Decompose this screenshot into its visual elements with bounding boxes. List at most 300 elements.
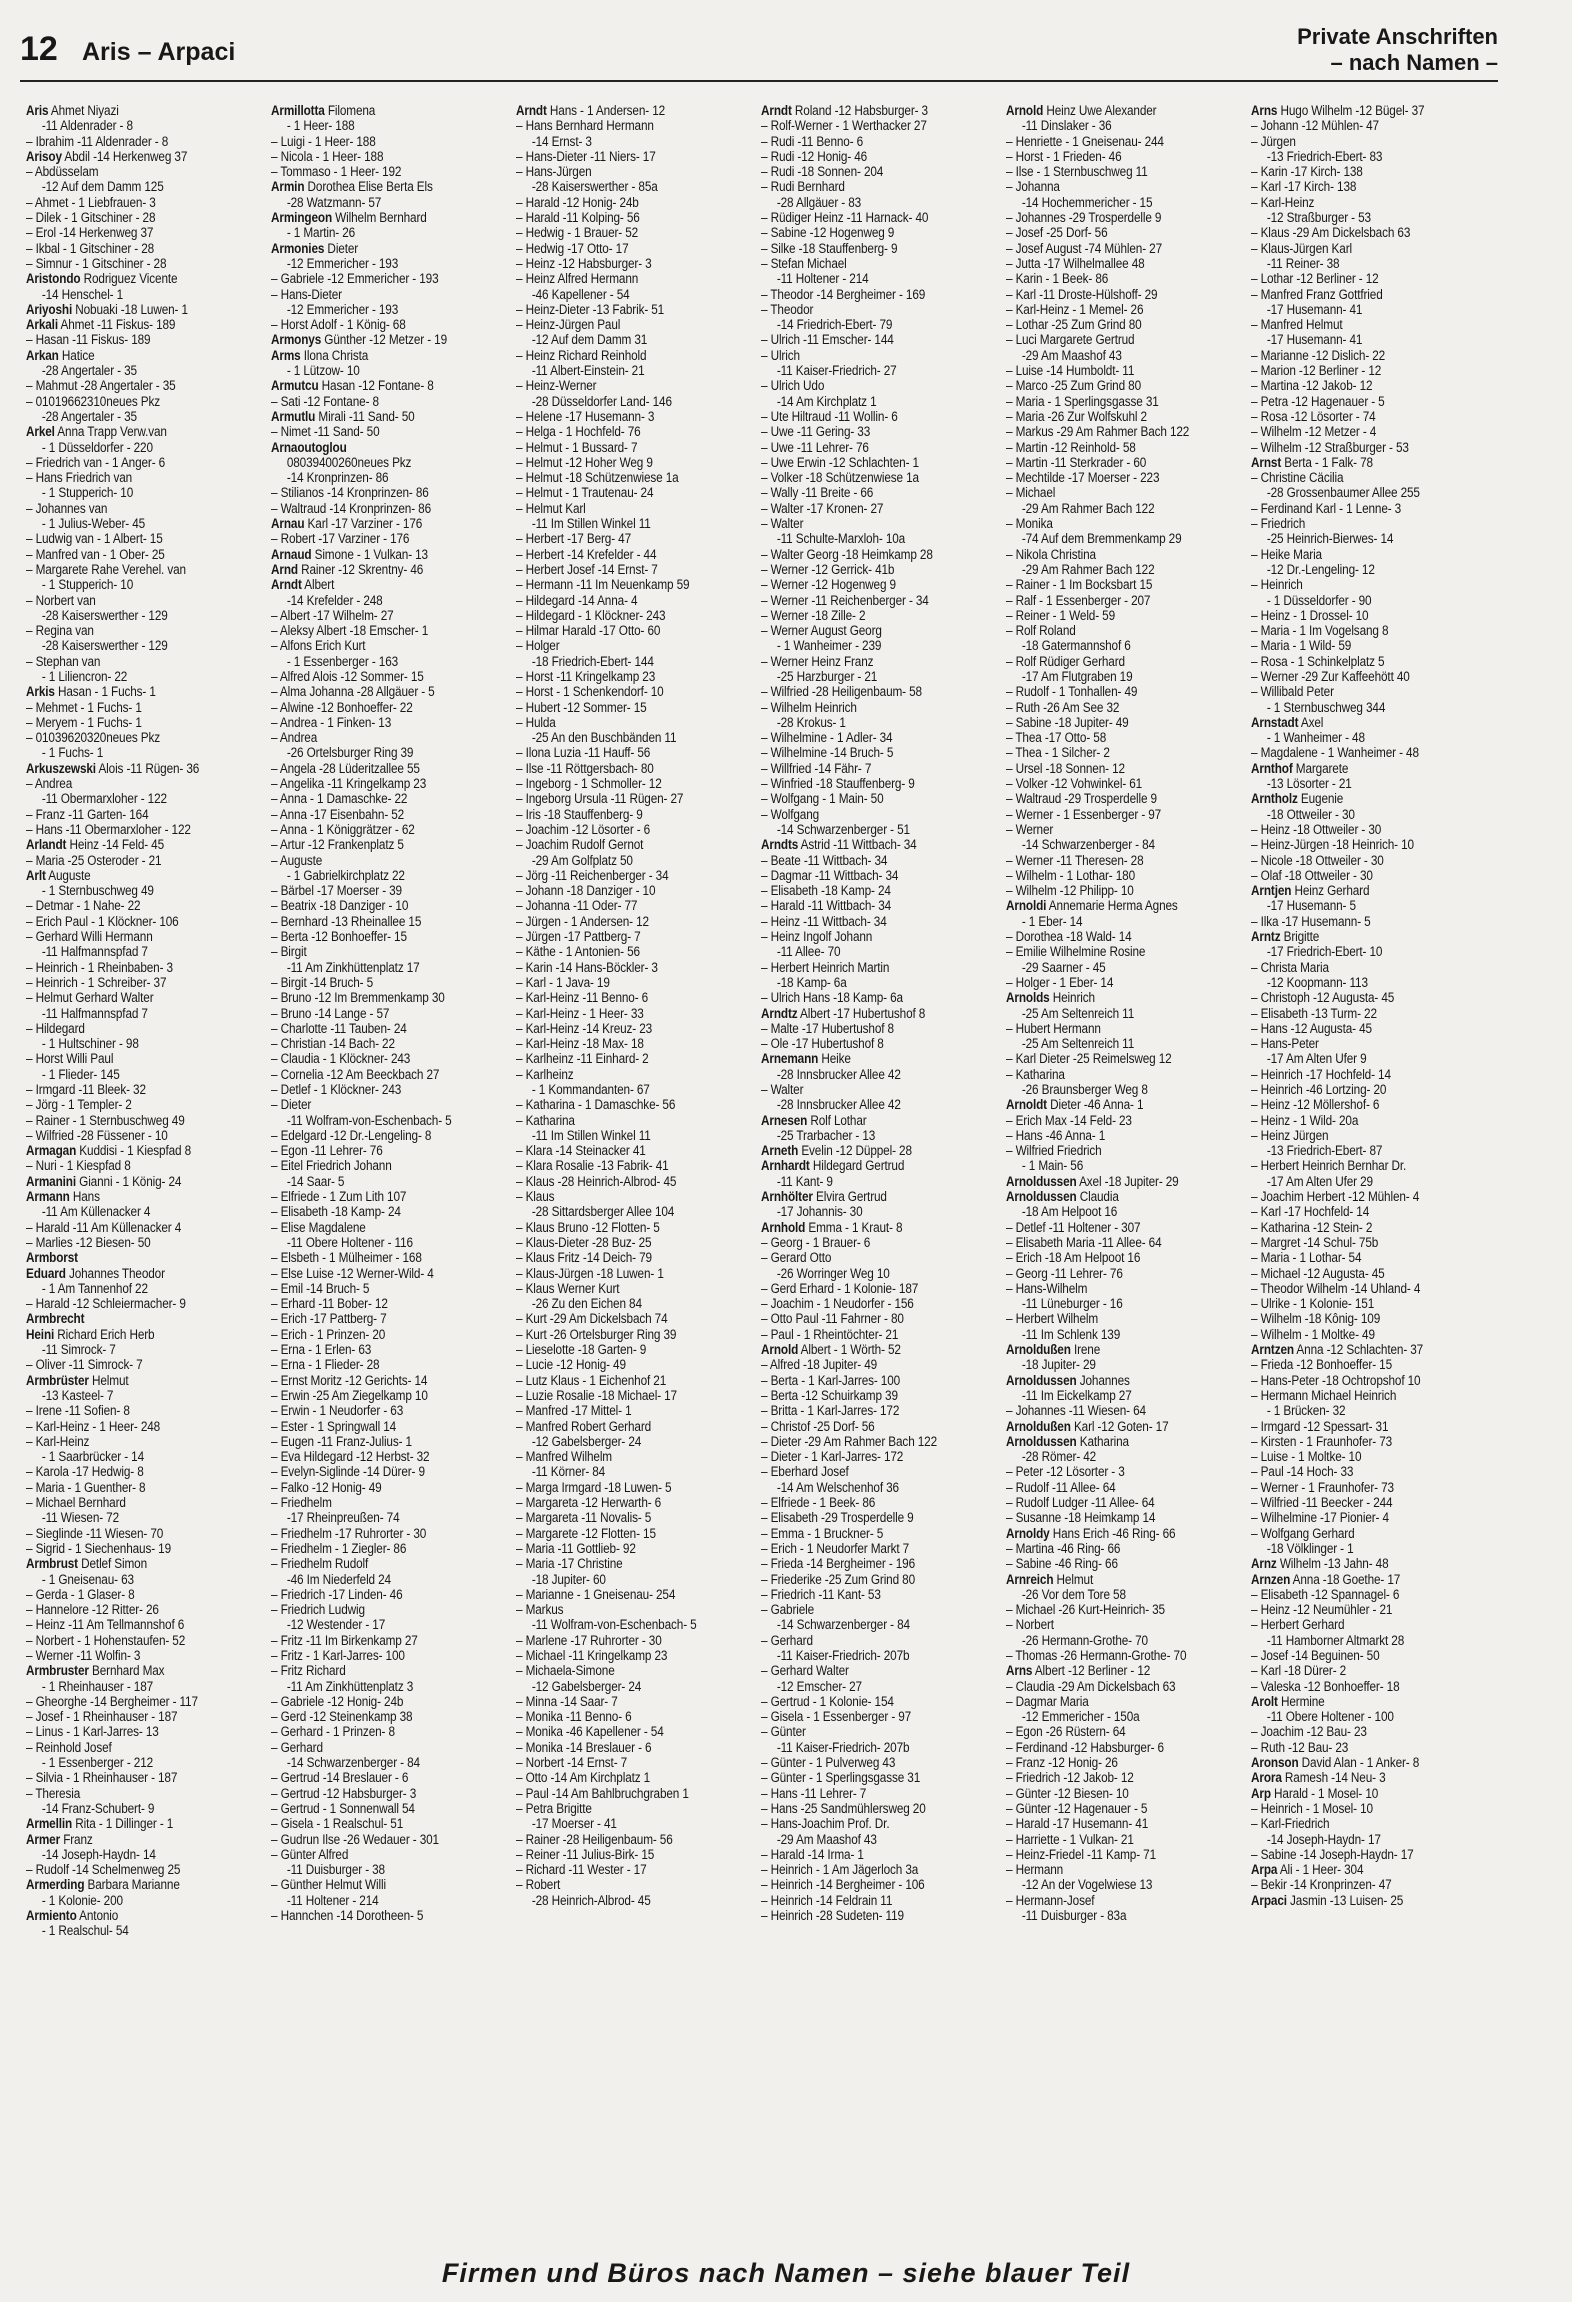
directory-entry: – Elfriede - 1 Beek- 86 — [761, 1495, 876, 1511]
directory-entry: -29 Am Rahmer Bach 122 — [1021, 561, 1155, 577]
directory-entry: – Jürgen -17 Pattberg- 7 — [516, 929, 641, 945]
directory-entry: -17 Am Alten Ufer 29 — [1266, 1173, 1373, 1189]
directory-entry: Arkali Ahmet -11 Fiskus- 189 — [26, 317, 176, 333]
directory-entry: -13 Friedrich-Ebert- 83 — [1266, 148, 1383, 164]
directory-entry: – Anna -17 Eisenbahn- 52 — [271, 806, 405, 822]
directory-entry: – Lutz Klaus - 1 Eichenhof 21 — [516, 1372, 667, 1388]
directory-entry: -25 Trarbacher - 13 — [776, 1127, 876, 1143]
directory-entry: – Karl - 1 Java- 19 — [516, 974, 610, 990]
directory-entry: Ariyoshi Nobuaki -18 Luwen- 1 — [26, 301, 188, 317]
directory-entry: – Herbert Heinrich Bernhar Dr. — [1251, 1158, 1407, 1174]
directory-entry: – Marco -25 Zum Grind 80 — [1006, 378, 1142, 394]
directory-entry: – Hubert -12 Sommer- 15 — [516, 699, 647, 715]
directory-entry: -29 Am Maashof 43 — [776, 1831, 877, 1847]
directory-entry: Arnoldt Dieter -46 Anna- 1 — [1006, 1097, 1144, 1113]
surname: Armonys — [271, 332, 322, 348]
directory-entry: -17 Husemann- 5 — [1266, 898, 1356, 914]
directory-entry: -12 Dr.-Lengeling- 12 — [1266, 561, 1375, 577]
directory-entry: – Thomas -26 Hermann-Grothe- 70 — [1006, 1647, 1187, 1663]
directory-entry: – Albert -17 Wilhelm- 27 — [271, 607, 394, 623]
directory-entry: -18 Ottweiler - 30 — [1266, 806, 1355, 822]
directory-entry: -18 Am Helpoot 16 — [1021, 1204, 1118, 1220]
directory-entry: - 1 Stupperich- 10 — [41, 485, 134, 501]
directory-entry: Armbrüster Helmut — [26, 1372, 129, 1388]
directory-entry: – Gerhard - 1 Prinzen- 8 — [271, 1724, 395, 1740]
directory-entry: -18 Kamp- 6a — [776, 974, 847, 990]
directory-entry: – Jutta -17 Wilhelmallee 48 — [1006, 255, 1145, 271]
directory-entry: Arnoldußen Irene — [1006, 1342, 1101, 1358]
directory-entry: Armer Franz — [26, 1831, 93, 1847]
directory-entry: – Klaus Werner Kurt — [516, 1280, 620, 1296]
directory-entry: – Detlef - 1 Klöckner- 243 — [271, 1082, 402, 1097]
directory-entry: – Petra -12 Hagenauer - 5 — [1251, 393, 1385, 409]
directory-entry: – Ole -17 Hubertushof 8 — [761, 1036, 884, 1052]
directory-entry: – Heinz Alfred Hermann — [516, 271, 639, 287]
directory-entry: – Angelika -11 Kringelkamp 23 — [271, 776, 427, 792]
directory-entry: Arnoldussen Johannes — [1006, 1372, 1130, 1388]
directory-entry: -14 Saar- 5 — [286, 1173, 345, 1189]
directory-entry: – Berta -12 Schuirkamp 39 — [761, 1387, 898, 1403]
directory-entry: -25 An den Buschbänden 11 — [531, 730, 677, 746]
directory-entry: – Hans -11 Lehrer- 7 — [761, 1785, 867, 1801]
directory-entry: – Erna - 1 Flieder- 28 — [271, 1357, 380, 1373]
directory-entry: – Wilhelmine -14 Bruch- 5 — [761, 745, 894, 761]
directory-entry: – Wilfried -11 Beecker - 244 — [1251, 1495, 1393, 1511]
directory-entry: – Joachim Rudolf Gernot — [516, 837, 644, 853]
directory-entry: - 1 Am Tannenhof 22 — [41, 1280, 148, 1296]
directory-entry: – Marianne -12 Dislich- 22 — [1251, 347, 1386, 363]
directory-entry: Armutlu Mirali -11 Sand- 50 — [271, 408, 415, 424]
directory-column — [761, 103, 1006, 2203]
directory-entry: – Jörg - 1 Templer- 2 — [26, 1097, 132, 1113]
directory-entry: Armillotta Filomena — [271, 103, 376, 118]
surname: Armbruster — [26, 1663, 89, 1679]
directory-entry: – Rainer - 1 Sternbuschweg 49 — [26, 1112, 185, 1128]
directory-entry: – Martina -46 Ring- 66 — [1006, 1540, 1121, 1556]
directory-entry: -11 Im Stillen Winkel 11 — [531, 1127, 651, 1143]
directory-entry: – Markus — [516, 1602, 564, 1618]
directory-entry: – Uwe -11 Gering- 33 — [761, 424, 871, 440]
directory-entry: – Johannes -11 Wiesen- 64 — [1006, 1403, 1146, 1419]
directory-entry: -26 Vor dem Tore 58 — [1021, 1586, 1126, 1602]
directory-entry: – Bärbel -17 Moerser - 39 — [271, 883, 402, 899]
directory-entry: – Karola -17 Hedwig- 8 — [26, 1464, 144, 1480]
directory-entry: Arnzen Anna -18 Goethe- 17 — [1251, 1571, 1401, 1587]
directory-entry: – Hans-Peter — [1251, 1036, 1319, 1052]
directory-entry: Armin Dorothea Elise Berta Els — [271, 179, 433, 195]
directory-entry: – Luise - 1 Moltke- 10 — [1251, 1449, 1362, 1465]
directory-entry: – Uwe -11 Lehrer- 76 — [761, 439, 869, 455]
directory-entry: – Werner -12 Gerrick- 41b — [761, 561, 895, 577]
directory-entry: -28 Angertaler - 35 — [41, 363, 137, 379]
directory-entry: – Waltraud -29 Trosperdelle 9 — [1006, 791, 1157, 807]
directory-entry: -11 Kaiser-Friedrich- 207b — [776, 1739, 910, 1755]
directory-column — [1251, 103, 1496, 2203]
directory-entry: – Hildegard — [26, 1020, 85, 1036]
directory-entry: – Walter — [761, 516, 804, 532]
surname: Arnaoutoglou — [271, 439, 347, 455]
directory-entry: – Helene -17 Husemann- 3 — [516, 408, 655, 424]
directory-entry: -14 Henschel- 1 — [41, 286, 124, 302]
directory-entry: – Wilhelm - 1 Moltke- 49 — [1251, 1326, 1375, 1342]
directory-entry: -17 Husemann- 41 — [1266, 301, 1363, 317]
directory-columns — [26, 103, 1498, 2203]
directory-entry — [26, 1250, 269, 1265]
surname: Arkuszewski — [26, 760, 96, 776]
directory-entry: Arlt Auguste — [26, 867, 91, 883]
directory-entry: – Heinrich - 1 Am Jägerloch 3a — [761, 1862, 919, 1878]
directory-entry: – Gerd Erhard - 1 Kolonie- 187 — [761, 1280, 919, 1296]
directory-entry: – Johannes -29 Trosperdelle 9 — [1006, 210, 1162, 226]
directory-entry: – Irene -11 Sofien- 8 — [26, 1403, 130, 1419]
directory-entry: – Andrea — [26, 776, 73, 792]
directory-entry: – Joachim Herbert -12 Mühlen- 4 — [1251, 1189, 1420, 1205]
directory-entry: – Eugen -11 Franz-Julius- 1 — [271, 1433, 412, 1449]
directory-entry: – Luise -14 Humboldt- 11 — [1006, 363, 1135, 379]
directory-entry: Arnoldußen Karl -12 Goten- 17 — [1006, 1418, 1169, 1434]
directory-entry: – Sabine -12 Hogenweg 9 — [761, 225, 895, 241]
directory-entry: - 1 Essenberger - 212 — [41, 1755, 154, 1771]
surname: Arndt — [761, 103, 792, 118]
directory-entry: – Dilek - 1 Gitschiner - 28 — [26, 210, 156, 226]
directory-entry: – Elisabeth -29 Trosperdelle 9 — [761, 1510, 914, 1526]
directory-entry: – Charlotte -11 Tauben- 24 — [271, 1020, 407, 1036]
directory-entry: -46 Kapellener - 54 — [531, 286, 630, 302]
directory-entry: – Katharina -12 Stein- 2 — [1251, 1219, 1373, 1235]
directory-entry: – Wilhelm -12 Philipp- 10 — [1006, 883, 1134, 899]
directory-entry: – Dagmar Maria — [1006, 1693, 1089, 1709]
directory-entry: -18 Jupiter- 60 — [531, 1571, 606, 1587]
directory-entry: – Falko -12 Honig- 49 — [271, 1479, 382, 1495]
directory-entry: – Harald -12 Honig- 24b — [516, 194, 639, 210]
directory-entry: – Rainer - 1 Im Bocksbart 15 — [1006, 577, 1153, 593]
directory-entry: – Martin -12 Reinhold- 58 — [1006, 439, 1136, 455]
directory-entry: – Joachim - 1 Neudorfer - 156 — [761, 1296, 914, 1312]
surname: Ariyoshi — [26, 301, 73, 317]
directory-entry: – Jürgen - 1 Andersen- 12 — [516, 913, 649, 929]
directory-entry: – Karl -11 Droste-Hülshoff- 29 — [1006, 286, 1158, 302]
directory-entry: – Wolfgang — [761, 806, 820, 822]
directory-entry: – Margareta -12 Herwarth- 6 — [516, 1495, 662, 1511]
directory-entry: -11 Schulte-Marxloh- 10a — [776, 531, 906, 547]
directory-entry: -28 Grossenbaumer Allee 255 — [1266, 485, 1420, 501]
directory-entry: -11 Am Zinkhüttenplatz 17 — [286, 959, 420, 975]
surname: Armer — [26, 1831, 61, 1847]
directory-entry: – Hedwig -17 Otto- 17 — [516, 240, 629, 256]
directory-entry: - 1 Essenberger - 163 — [286, 653, 399, 669]
directory-entry: – Fritz Richard — [271, 1663, 346, 1679]
directory-entry: – Frieda -14 Bergheimer - 196 — [761, 1556, 916, 1572]
directory-entry: – Herbert Gerhard — [1251, 1617, 1345, 1633]
surname: Arnoldussen — [1006, 1189, 1077, 1205]
directory-entry: – Waltraud -14 Kronprinzen- 86 — [271, 500, 432, 516]
directory-entry: – Werner Heinz Franz — [761, 653, 874, 669]
directory-entry: – Fritz - 1 Karl-Jarres- 100 — [271, 1647, 405, 1663]
directory-entry: – Detmar - 1 Nahe- 22 — [26, 898, 141, 914]
directory-entry: – Andrea - 1 Finken- 13 — [271, 714, 392, 730]
directory-entry: Armellin Rita - 1 Dillinger - 1 — [26, 1816, 174, 1832]
directory-entry: -26 Braunsberger Weg 8 — [1021, 1082, 1148, 1097]
directory-entry: – Ulrich -11 Emscher- 144 — [761, 332, 894, 348]
directory-entry: -28 Kaiserswerther - 129 — [41, 607, 168, 623]
directory-entry: – Wilhelm - 1 Lothar- 180 — [1006, 867, 1136, 883]
directory-entry: Arndt Hans - 1 Andersen- 12 — [516, 103, 666, 118]
directory-entry: – Rudolf -14 Schelmenweg 25 — [26, 1862, 181, 1878]
directory-entry: – Ulrich — [761, 347, 800, 363]
directory-entry: – Hans-Peter -18 Ochtropshof 10 — [1251, 1372, 1421, 1388]
directory-entry: – Karl-Heinz - 1 Heer- 33 — [516, 1005, 644, 1021]
surname: Eduard — [26, 1265, 66, 1281]
directory-entry: – Erich Paul - 1 Klöckner- 106 — [26, 913, 179, 929]
directory-entry: – Bruno -12 Im Bremmenkamp 30 — [271, 990, 445, 1006]
directory-entry: – Norbert -14 Ernst- 7 — [516, 1755, 628, 1771]
directory-entry: – Klaus -28 Heinrich-Albrod- 45 — [516, 1173, 677, 1189]
directory-entry: -12 Emmericher - 150a — [1021, 1709, 1140, 1725]
directory-entry: -14 Ernst- 3 — [531, 133, 592, 149]
directory-entry: -11 Hamborner Altmarkt 28 — [1266, 1632, 1405, 1648]
directory-entry: – Maria - 1 Guenther- 8 — [26, 1479, 146, 1495]
directory-column — [271, 103, 516, 2203]
directory-entry: – Friedhelm - 1 Ziegler- 86 — [271, 1540, 407, 1556]
directory-entry: -11 Halfmannspfad 7 — [41, 1005, 148, 1021]
directory-entry: – 01039620320neues Pkz — [26, 730, 161, 746]
directory-entry: – Gheorghe -14 Bergheimer - 117 — [26, 1693, 198, 1709]
directory-entry: – Werner -11 Wolfin- 3 — [26, 1647, 141, 1663]
surname: Armbrust — [26, 1556, 78, 1572]
directory-entry: – Ingeborg Ursula -11 Rügen- 27 — [516, 791, 684, 807]
directory-entry: – Christa Maria — [1251, 959, 1329, 975]
directory-entry: – Ilse -11 Röttgersbach- 80 — [516, 760, 654, 776]
directory-entry: -17 Husemann- 41 — [1266, 332, 1363, 348]
directory-entry: -28 Innsbrucker Allee 42 — [776, 1066, 901, 1082]
directory-entry: – Heinz Ingolf Johann — [761, 929, 873, 945]
directory-entry: – Manfred Wilhelm — [516, 1449, 612, 1465]
directory-entry: – Hans Friedrich van — [26, 470, 133, 486]
directory-entry: – Eitel Friedrich Johann — [271, 1158, 392, 1174]
surname: Arnaud — [271, 546, 312, 562]
directory-entry: – Erich -17 Pattberg- 7 — [271, 1311, 387, 1327]
directory-entry: -28 Kaiserswerther - 129 — [41, 638, 168, 654]
surname: Arnstadt — [1251, 714, 1299, 730]
directory-entry: – Maria - 1 Lothar- 54 — [1251, 1250, 1362, 1266]
directory-entry: – Werner — [1006, 821, 1054, 837]
directory-entry: -12 Emmericher - 193 — [286, 255, 399, 271]
directory-entry: Armonies Dieter — [271, 240, 359, 256]
directory-entry: Armingeon Wilhelm Bernhard — [271, 210, 427, 226]
surname: Arms — [271, 347, 301, 363]
directory-entry: – Heinz -12 Möllershof- 6 — [1251, 1097, 1380, 1113]
directory-entry: -28 Allgäuer - 83 — [776, 194, 862, 210]
directory-entry: – Ilka -17 Husemann- 5 — [1251, 913, 1371, 929]
directory-entry: – Claudia - 1 Klöckner- 243 — [271, 1051, 411, 1067]
directory-entry: - 1 Heer- 188 — [286, 118, 355, 134]
directory-entry: – Martin -11 Sterkrader - 60 — [1006, 454, 1147, 470]
directory-entry: -26 Ortelsburger Ring 39 — [286, 745, 414, 761]
directory-entry: – Ruth -26 Am See 32 — [1006, 699, 1120, 715]
directory-entry: – Iris -18 Stauffenberg- 9 — [516, 806, 643, 822]
surname: Armbrecht — [26, 1311, 85, 1327]
directory-entry: – Paul - 1 Rheintöchter- 21 — [761, 1326, 899, 1342]
directory-entry: Arnz Wilhelm -13 Jahn- 48 — [1251, 1556, 1389, 1572]
directory-entry: – Jürgen — [1251, 133, 1296, 149]
directory-entry: – Otto -14 Am Kirchplatz 1 — [516, 1770, 651, 1786]
directory-entry: – Ulrich Udo — [761, 378, 825, 394]
directory-entry: – Gertrud - 1 Sonnenwall 54 — [271, 1800, 415, 1816]
directory-entry: – Maria - 1 Sperlingsgasse 31 — [1006, 393, 1159, 409]
directory-entry: Arolt Hermine — [1251, 1693, 1325, 1709]
directory-entry: – Gertrud - 1 Kolonie- 154 — [761, 1693, 894, 1709]
directory-entry: Armonys Günther -12 Metzer - 19 — [271, 332, 448, 348]
directory-entry: -12 Gabelsberger- 24 — [531, 1678, 642, 1694]
directory-entry: Heini Richard Erich Herb — [26, 1326, 155, 1342]
directory-entry: – 01019662310neues Pkz — [26, 393, 161, 409]
directory-entry: – Norbert van — [26, 592, 96, 608]
directory-entry: – Oliver -11 Simrock- 7 — [26, 1357, 143, 1373]
directory-entry: – Johann -18 Danziger - 10 — [516, 883, 656, 899]
directory-entry: – Mehmet - 1 Fuchs- 1 — [26, 699, 142, 715]
surname: Armiento — [26, 1908, 77, 1924]
directory-entry: – Gabriele -12 Emmericher - 193 — [271, 271, 439, 287]
directory-entry: – Karl-Heinz — [26, 1433, 90, 1449]
directory-entry: – Rüdiger Heinz -11 Harnack- 40 — [761, 210, 929, 226]
surname: Arnoldy — [1006, 1525, 1050, 1541]
directory-entry: – Markus -29 Am Rahmer Bach 122 — [1006, 424, 1190, 440]
directory-entry: – Horst Adolf - 1 König- 68 — [271, 317, 406, 333]
directory-entry: – Marga Irmgard -18 Luwen- 5 — [516, 1479, 672, 1495]
directory-entry: – Josef August -74 Mühlen- 27 — [1006, 240, 1163, 256]
directory-entry: – Regina van — [26, 623, 94, 639]
directory-entry: – Bernhard -13 Rheinallee 15 — [271, 913, 422, 929]
directory-entry: – Johanna — [1006, 179, 1060, 195]
directory-entry: -11 Wolfram-von-Eschenbach- 5 — [286, 1112, 452, 1128]
directory-entry: -14 Friedrich-Ebert- 79 — [776, 317, 893, 333]
directory-entry: – Fritz -11 Im Birkenkamp 27 — [271, 1632, 418, 1648]
directory-entry: – Simnur - 1 Gitschiner - 28 — [26, 255, 167, 271]
directory-entry: – Horst - 1 Frieden- 46 — [1006, 148, 1122, 164]
directory-entry: – Peter -12 Lösorter - 3 — [1006, 1464, 1125, 1480]
directory-entry: – Friedhelm Rudolf — [271, 1556, 369, 1572]
section-title — [1297, 24, 1498, 76]
directory-entry: – Gerda - 1 Glaser- 8 — [26, 1586, 135, 1602]
directory-entry: – Helmut - 1 Trautenau- 24 — [516, 485, 654, 501]
surname: Arns — [1251, 103, 1278, 118]
directory-entry: – Alma Johanna -28 Allgäuer - 5 — [271, 684, 435, 700]
directory-entry: -25 Harzburger - 21 — [776, 668, 878, 684]
directory-entry: – Berta -12 Bonhoeffer- 15 — [271, 929, 407, 945]
directory-entry: - 1 Gabrielkirchplatz 22 — [286, 867, 405, 883]
directory-entry: – Hans-Wilhelm — [1006, 1280, 1088, 1296]
directory-entry: - 1 Düsseldorfer - 90 — [1266, 592, 1372, 608]
directory-entry: Armutcu Hasan -12 Fontane- 8 — [271, 378, 434, 394]
directory-entry: – Walter -17 Kronen- 27 — [761, 500, 884, 516]
directory-entry: – Meryem - 1 Fuchs- 1 — [26, 714, 142, 730]
surname: Armagan — [26, 1143, 77, 1159]
surname: Arnst — [1251, 454, 1282, 470]
directory-entry: – Friedhelm -17 Ruhrorter - 30 — [271, 1525, 427, 1541]
directory-entry: Arnaud Simone - 1 Vulkan- 13 — [271, 546, 428, 562]
surname: Arndtz — [761, 1005, 798, 1021]
directory-entry: – Günter -12 Biesen- 10 — [1006, 1785, 1129, 1801]
directory-entry: – Heinrich -14 Feldrain 11 — [761, 1892, 893, 1908]
directory-entry: – Karlheinz -11 Einhard- 2 — [516, 1051, 649, 1067]
directory-entry: -11 Wiesen- 72 — [41, 1510, 120, 1526]
directory-entry: – Harald -11 Am Küllenacker 4 — [26, 1219, 182, 1235]
directory-entry: – Anna - 1 Königgrätzer - 62 — [271, 821, 415, 837]
directory-entry: -11 Duisburger - 83a — [1021, 1908, 1127, 1924]
directory-entry: -11 Obermarxloher - 122 — [41, 791, 167, 807]
directory-entry: – Tommaso - 1 Heer- 192 — [271, 164, 402, 180]
directory-entry: – Karin -17 Kirch- 138 — [1251, 164, 1363, 180]
directory-entry: -12 Straßburger - 53 — [1266, 210, 1371, 226]
surname: Arnemann — [761, 1051, 819, 1067]
directory-entry: – Hans Bernhard Hermann — [516, 118, 654, 134]
directory-entry: – Stilianos -14 Kronprinzen- 86 — [271, 485, 429, 501]
directory-entry: Arns Hugo Wilhelm -12 Bügel- 37 — [1251, 103, 1425, 118]
directory-entry: – Martina -12 Jakob- 12 — [1251, 378, 1373, 394]
directory-entry: – Heinrich -17 Hochfeld- 14 — [1251, 1066, 1391, 1082]
directory-entry: – Otto Paul -11 Fahrner - 80 — [761, 1311, 904, 1327]
directory-entry: – Alfons Erich Kurt — [271, 638, 366, 654]
directory-entry: Arisoy Abdil -14 Herkenweg 37 — [26, 148, 188, 164]
directory-entry: – Lieselotte -18 Garten- 9 — [516, 1342, 647, 1358]
directory-entry: – Josef -25 Dorf- 56 — [1006, 225, 1108, 241]
surname: Arnz — [1251, 1556, 1277, 1572]
directory-entry: – Jörg -11 Reichenberger - 34 — [516, 867, 669, 883]
directory-entry: - 1 Eber- 14 — [1021, 913, 1083, 929]
directory-entry: -12 Koopmann- 113 — [1266, 974, 1368, 990]
directory-entry: – Wilhelm Heinrich — [761, 699, 857, 715]
directory-entry: -28 Krokus- 1 — [776, 714, 846, 730]
directory-entry: – Wolfgang - 1 Main- 50 — [761, 791, 884, 807]
directory-entry: – Wilfried Friedrich — [1006, 1143, 1102, 1159]
directory-entry: – Hubert Hermann — [1006, 1020, 1101, 1036]
directory-entry: - 1 Hultschiner - 98 — [41, 1036, 139, 1052]
directory-entry: – Friedrich -12 Jakob- 12 — [1006, 1770, 1134, 1786]
directory-entry: -11 Holtener - 214 — [776, 271, 869, 287]
surname: Arnoldi — [1006, 898, 1047, 914]
surname: Arkan — [26, 347, 59, 363]
surname: Arnold — [761, 1342, 799, 1358]
directory-entry: – Nicole -18 Ottweiler - 30 — [1251, 852, 1384, 868]
directory-entry: – Monika -11 Benno- 6 — [516, 1709, 632, 1725]
directory-entry: – Gerhard — [271, 1739, 323, 1755]
directory-entry: – Frieda -12 Bonhoeffer- 15 — [1251, 1357, 1392, 1373]
directory-entry: – Eva Hildegard -12 Herbst- 32 — [271, 1449, 430, 1465]
surname: Arisoy — [26, 148, 62, 164]
directory-entry: – Heinrich — [1251, 577, 1303, 593]
directory-entry: Arnhardt Hildegard Gertrud — [761, 1158, 905, 1174]
directory-entry: -12 Emscher- 27 — [776, 1678, 862, 1694]
directory-entry: – Karl-Friedrich — [1251, 1816, 1330, 1832]
directory-entry: -11 Im Schlenk 139 — [1021, 1326, 1121, 1342]
directory-entry: – Monika -46 Kapellener - 54 — [516, 1724, 664, 1740]
directory-entry: -11 Holtener - 214 — [286, 1892, 379, 1908]
directory-entry: -11 Reiner- 38 — [1266, 255, 1340, 271]
directory-entry: -12 Auf dem Damm 31 — [531, 332, 648, 348]
directory-entry: – Lucie -12 Honig- 49 — [516, 1357, 626, 1373]
directory-entry: – Lothar -25 Zum Grind 80 — [1006, 317, 1142, 333]
directory-entry: -17 Rheinpreußen- 74 — [286, 1510, 400, 1526]
surname: Armutcu — [271, 378, 319, 394]
directory-entry: – Wilhelm -18 Kônig- 109 — [1251, 1311, 1381, 1327]
directory-entry: – Christine Cäcilia — [1251, 470, 1344, 486]
directory-entry: – Michael -12 Augusta- 45 — [1251, 1265, 1385, 1281]
directory-entry: Arkuszewski Alois -11 Rügen- 36 — [26, 760, 200, 776]
directory-entry: – Kirsten - 1 Fraunhofer- 73 — [1251, 1433, 1393, 1449]
directory-entry: – Herbert Josef -14 Ernst- 7 — [516, 561, 658, 577]
surname: Armonies — [271, 240, 325, 256]
directory-entry: – Helmut -18 Schützenwiese 1a — [516, 470, 679, 486]
